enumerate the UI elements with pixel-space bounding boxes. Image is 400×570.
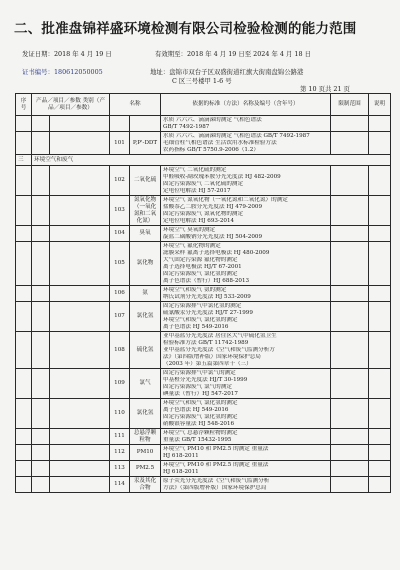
row-param-name: PM2.5 [130,461,161,477]
table-row [16,302,391,332]
row-category-no [32,226,50,242]
row-category-name [50,132,110,155]
address-line-2: C 区三号楼甲 1-6 号 [172,77,232,85]
header-category: 产品／项目／参数 类别（产品／项目／参数） [32,94,110,116]
row-category-no [32,302,50,332]
method-line: 碘量法（暂行）HJ 547-2017 [163,390,238,397]
row-category-name [50,399,110,429]
row-param-name: 氨 [130,286,161,302]
row-limit [331,399,369,429]
row-limit [331,116,369,132]
row-method [161,445,331,461]
method-line: 方法》（第四版增补版）国家环境保护总局 [163,484,267,491]
method-line: 固定污染源废气 氮氧化物的测定 [163,210,244,217]
row-param-no: 111 [110,429,130,445]
section-row [16,155,391,166]
row-param-no: 103 [110,196,130,226]
validity-period: 有效期至：2018 年 4 月 19 日至 2024 年 4 月 18 日 [155,50,311,58]
row-param-name: 氯化氢 [130,302,161,332]
section-name: 环境空气和废气 [32,155,391,166]
method-line: 水质 六六六、滴滴涕的测定 气相色谱法 GB/T 7492-1987 [163,132,310,139]
method-line: 毛细管柱气相色谱法 生活饮用水标准检验方法 [163,139,277,146]
row-param-no: 107 [110,302,130,332]
method-line: 硝酸银容量法 HJ 548-2016 [163,420,235,427]
row-param-no: 112 [110,445,130,461]
method-line: HJ 618-2011 [163,452,199,459]
row-param-name: 二氧化硫 [130,166,161,196]
row-method [161,132,331,155]
row-note [369,332,391,369]
row-note [369,226,391,242]
row-limit [331,461,369,477]
row-seq [16,429,32,445]
method-line: 水质 六六六、滴滴涕的测定 气相色谱法 [163,116,262,123]
row-category-no [32,116,50,132]
row-param-name [130,116,161,132]
method-line: 甲基橙分光光度法 HJ/T 30-1999 [163,376,248,383]
row-seq [16,445,32,461]
row-param-no: 101 [110,132,130,155]
method-line: 硫氰酸汞分光光度法 HJ/T 27-1999 [163,309,253,316]
row-param-no: 109 [110,369,130,399]
row-note [369,461,391,477]
row-param-no: 108 [110,332,130,369]
table-row [16,196,391,226]
row-limit [331,445,369,461]
row-param-name: 硫化氢 [130,332,161,369]
row-category-name [50,302,110,332]
page-title: 二、批准盘锦祥盛环境检测有限公司检验检测的能力范围 [14,21,357,37]
row-method [161,196,331,226]
row-method [161,477,331,493]
row-category-name [50,166,110,196]
row-seq [16,369,32,399]
row-param-no: 104 [110,226,130,242]
method-line: 环境空气和废气 氨的测定 [163,286,227,293]
method-line: 盐酸萘乙二胺分光光度法 HJ 479-2009 [163,203,263,210]
row-param-no: 113 [110,461,130,477]
header-note: 说明 [369,94,391,116]
table-row [16,226,391,242]
row-param-no: 114 [110,477,130,493]
row-category-name [50,332,110,369]
header-param [110,94,161,116]
row-category-name [50,429,110,445]
row-note [369,429,391,445]
header-seq: 序号 [16,94,32,116]
method-line: 农药指标 GB/T 5750.9-2006（1.2） [163,146,259,153]
row-param-name: 氯化氢 [130,399,161,429]
table-row [16,286,391,302]
row-limit [331,369,369,399]
table-row [16,399,391,429]
row-category-name [50,226,110,242]
row-method [161,369,331,399]
row-category-no [32,399,50,429]
row-seq [16,332,32,369]
method-line: 甲醛吸收-副玫瑰苯胺分光光度法 HJ 482-2009 [163,173,281,180]
table-row [16,332,391,369]
method-line: 环境空气 二氧化硫的测定 [163,166,227,173]
row-category-no [32,132,50,155]
row-seq [16,226,32,242]
row-note [369,399,391,429]
row-param-name: 氯化物 [130,242,161,286]
row-seq [16,116,32,132]
row-method [161,429,331,445]
method-line: 固定污染源废气 二氧化硫的测定 [163,180,244,187]
method-line: 环境空气 臭氧的测定 [163,226,216,233]
section-number: 三 [16,155,32,166]
method-line: 靛蓝二磺酸钠分光光度法 HJ 504-2009 [163,233,263,240]
row-method [161,286,331,302]
row-limit [331,286,369,302]
method-line: GB/T 7492-1987 [163,123,210,130]
method-line: 固定污染源废气 氯气的测定 [163,383,232,390]
row-category-no [32,445,50,461]
table-row [16,429,391,445]
row-note [369,369,391,399]
row-seq [16,196,32,226]
row-param-name: 氯气 [130,369,161,399]
row-param-name: P,P'-DDT [130,132,161,155]
row-param-no: 106 [110,286,130,302]
method-line: 滤膜采样 氟离子选择电极法 HJ 480-2009 [163,249,270,256]
row-param-name: 氮氧化物（一氧化氮和二氧化氮） [130,196,161,226]
row-param-no: 102 [110,166,130,196]
method-line: 法》（第四版增补版）国家环境保护总局 [163,353,261,360]
row-category-no [32,332,50,369]
method-line: 原子荧光分光光度法《空气和废气监测分析 [163,477,270,484]
method-line: 离子色谱法 HJ 549-2016 [163,406,229,413]
row-param-no: 105 [110,242,130,286]
row-note [369,477,391,493]
page-number: 第 10 页共 21 页 [300,85,350,93]
method-line: 固定污染源废气 氯化氢的测定 [163,413,238,420]
row-limit [331,429,369,445]
table-row [16,445,391,461]
table-row [16,166,391,196]
method-line: 离子色谱法（暂行）HJ 688-2013 [163,277,250,284]
method-line: 纳氏试剂分光光度法 HJ 533-2009 [163,293,251,300]
header-param-name: 名称 [129,101,141,107]
row-category-name [50,369,110,399]
row-seq [16,286,32,302]
row-param-name: 总悬浮颗粒物 [130,429,161,445]
row-note [369,166,391,196]
row-limit [331,196,369,226]
row-category-no [32,286,50,302]
row-note [369,132,391,155]
header-limit: 限制范围 [331,94,369,116]
row-category-name [50,477,110,493]
method-line: 亚甲基蓝分光光度法《空气和废气监测分析方 [163,346,275,353]
row-category-name [50,242,110,286]
method-line: 重量法 GB/T 15432-1995 [163,436,232,443]
row-param-no: 110 [110,399,130,429]
method-line: 环境空气 总悬浮颗粒物的测定 [163,429,238,436]
row-category-no [32,477,50,493]
method-line: 环境空气 PM10 和 PM2.5 的测定 重量法 [163,445,269,452]
row-limit [331,332,369,369]
method-line: （2003 年）第五篇第四章十（三） [163,360,252,367]
table-row [16,369,391,399]
table-row [16,461,391,477]
row-param-no [110,116,130,132]
method-line: 离子色谱法 HJ 549-2016 [163,323,229,330]
row-method [161,302,331,332]
method-line: 环境空气 PM10 和 PM2.5 的测定 重量法 [163,461,269,468]
row-param-name: 臭氧 [130,226,161,242]
row-limit [331,166,369,196]
row-note [369,196,391,226]
row-note [369,242,391,286]
row-limit [331,302,369,332]
row-note [369,116,391,132]
table-body [16,116,391,493]
method-line: 检验标准方法 GB/T 11742-1989 [163,339,249,346]
header-method: 依据的标准（方法）名称及编号（含年号） [161,94,331,116]
row-category-name [50,286,110,302]
row-method [161,116,331,132]
row-category-no [32,429,50,445]
row-note [369,445,391,461]
issue-date: 发证日期：2018 年 4 月 19 日 [22,50,112,58]
table-row [16,116,391,132]
method-line: HJ 618-2011 [163,468,199,475]
row-method [161,226,331,242]
method-line: 环境空气 氟化物的测定 [163,242,221,249]
row-method [161,461,331,477]
row-param-name: 汞及其化合物 [130,477,161,493]
capability-table [15,93,391,493]
method-line: 定电位电解法 HJ 693-2014 [163,217,235,224]
method-line: 亚甲基蓝分光光度法 居住区大气中硫化氢卫生 [163,332,277,339]
method-line: 环境空气 氮氧化物（一氧化氮和二氧化氮）的测定 [163,196,288,203]
row-category-no [32,461,50,477]
row-seq [16,166,32,196]
row-param-name: PM10 [130,445,161,461]
address-line-1: 地址：盘锦市双台子区双盛街道红旗大街南盘锦公路港 [150,68,304,76]
method-line: 大气固定污染源 氟化物的测定 [163,256,238,263]
row-limit [331,132,369,155]
row-category-no [32,196,50,226]
row-category-no [32,242,50,286]
method-line: 定电位电解法 HJ 57-2017 [163,187,231,194]
row-category-name [50,196,110,226]
method-line: 离子选择电极法 HJ/T 67-2001 [163,263,242,270]
row-category-no [32,166,50,196]
method-line: 环境空气和废气 氯化氢的测定 [163,316,238,323]
row-note [369,286,391,302]
method-line: 固定污染源排气中氯化氢的测定 [163,302,242,309]
row-limit [331,226,369,242]
row-method [161,332,331,369]
method-line: 环境空气和废气 氯化氢的测定 [163,399,238,406]
row-limit [331,477,369,493]
row-seq [16,477,32,493]
row-note [369,302,391,332]
row-category-no [32,369,50,399]
row-category-name [50,461,110,477]
row-seq [16,461,32,477]
row-method [161,399,331,429]
method-line: 固定污染源排气中氯气的测定 [163,369,236,376]
table-row [16,132,391,155]
row-limit [331,242,369,286]
row-seq [16,399,32,429]
row-category-name [50,445,110,461]
table-row [16,477,391,493]
table-row [16,242,391,286]
row-seq [16,242,32,286]
row-seq [16,132,32,155]
method-line: 固定污染源废气 氯化氢的测定 [163,270,238,277]
row-category-name [50,116,110,132]
certificate-number: 证书编号：180612050005 [22,68,103,76]
row-seq [16,302,32,332]
row-method [161,242,331,286]
row-method [161,166,331,196]
